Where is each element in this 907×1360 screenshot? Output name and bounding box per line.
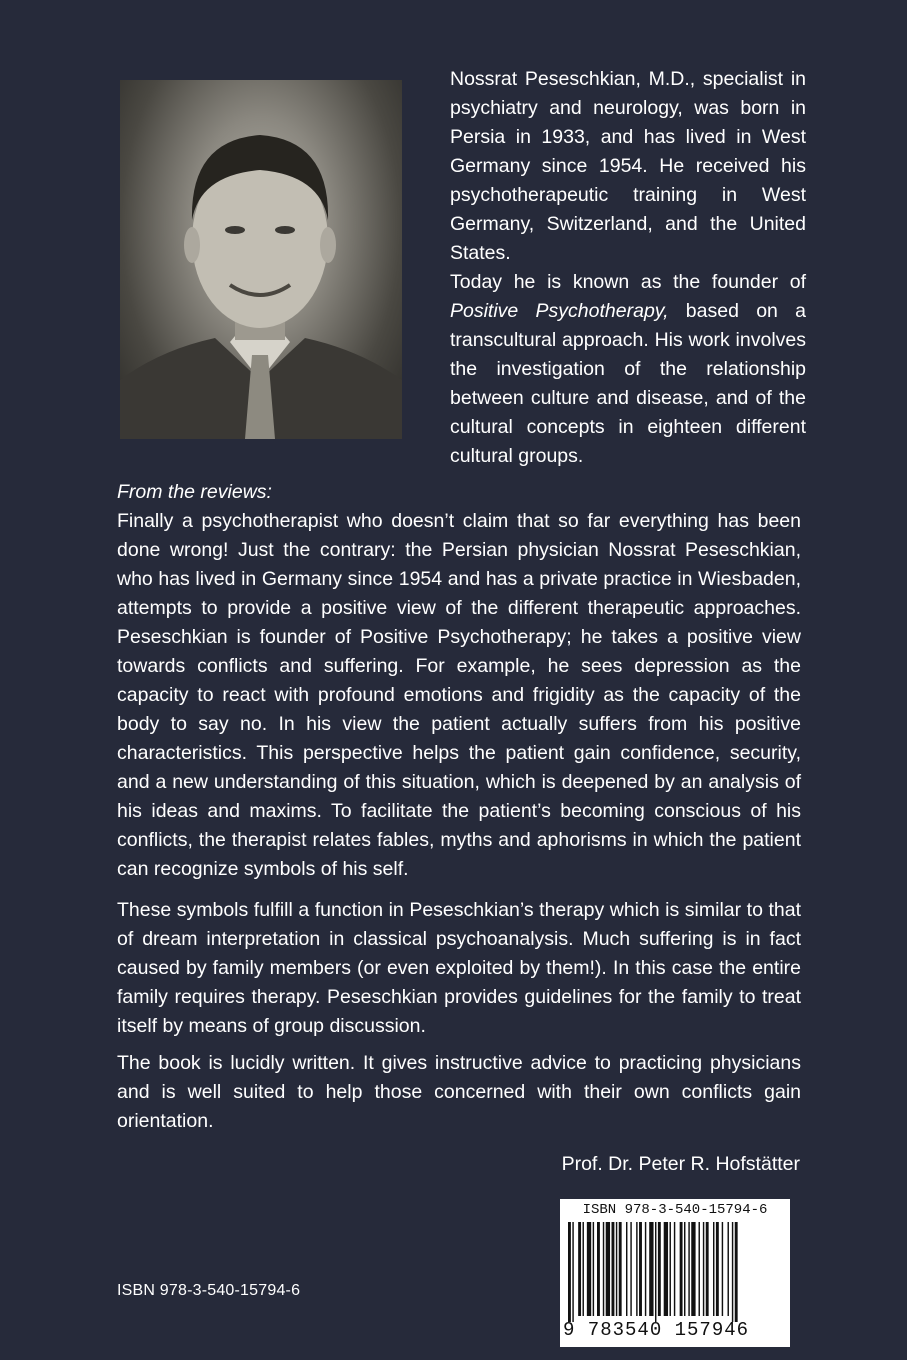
barcode [560,1199,790,1347]
barcode-bar [655,1222,656,1322]
bio-paragraph-1: Nossrat Peseschkian, M.D., specialist in psychiatry and neurology, was born in Persia in 1933, and has lived in West Germany since 1954. He received his psychotherapeutic training in West Germany, Switzerland, and the United States. [450,68,806,264]
review-paragraph-3: The book is lucidly written. It gives instructive advice to practicing physicians and is well suited to help those concerned with their own conflicts gain orientation. [117,1052,801,1132]
barcode-bar [691,1222,695,1316]
barcode-bar [606,1222,610,1316]
review-signature: Prof. Dr. Peter R. Hofstätter [561,1153,800,1175]
barcode-bar [583,1222,584,1316]
barcode-bar [688,1222,689,1316]
barcode-bar [616,1222,617,1316]
bio-text-start: Today he is known as the founder of [450,271,806,293]
review-paragraph-2: These symbols fulfill a function in Peseschkian’s therapy which is similar to that of dream interpretation in classical psychoanalysis. Much suffering is in fact caused by family members (or even exploited by them!). In this case the entire family requires therapy. Peseschkian provides guidelines for the family to treat itself by means of group discussion. [117,899,801,1037]
barcode-bar [630,1222,631,1316]
barcode-bar [578,1222,581,1316]
barcode-isbn-label: ISBN 978-3-540-15794-6 [582,1202,768,1218]
barcode-bar [587,1222,591,1316]
bio-text-italic: Positive Psychotherapy, [450,300,669,322]
barcode-bar [572,1222,573,1322]
barcode-bar [674,1222,675,1316]
reviews-section [117,478,801,1136]
reviews-heading: From the reviews: [117,481,272,503]
author-bio [450,65,806,471]
barcode-bar [645,1222,646,1316]
bio-text-end: based on a transcultural approach. His work involves the investigation of the relationship between culture and disease, and of the cultural concepts in eighteen different cultural groups. [450,300,806,467]
barcode-bar [658,1222,661,1316]
bio-paragraph-2 [450,268,806,471]
barcode-bar [728,1222,729,1316]
barcode-bar [722,1222,723,1316]
barcode-bar [713,1222,714,1316]
barcode-bar [670,1222,671,1316]
barcode-bar [699,1222,700,1316]
barcode-bar [612,1222,615,1316]
barcode-number: 9 783540 157946 [563,1319,750,1341]
barcode-bar [603,1222,604,1316]
barcode-bar [639,1222,642,1316]
author-photo [120,80,402,439]
barcode-bar [649,1222,653,1316]
barcode-bar [636,1222,637,1316]
isbn-text: ISBN 978-3-540-15794-6 [117,1282,301,1299]
barcode-bar [735,1222,738,1322]
review-paragraph-1: Finally a psychotherapist who doesn’t claim that so far everything has been done wrong! Just the contrary: the Persian physician Nossrat Peseschkian, who has lived in Germany since 1954 and has a private practice in Wiesbaden, attempts to provide a positive view of the different therapeutic approaches. Peseschkian is founder of Positive Psychotherapy; he takes a positive view towards conflicts and suffering. For example, he sees depression as the capacity to react with profound emotions and frigidity as the capacity of the body to say no. In his view the patient actually suffers from his positive characteristics. This perspective helps the patient gain confidence, security, and a new understanding of this situation, which is deepened by an analysis of his ideas and maxims. To facilitate the patient’s becoming conscious of his conflicts, the therapist relates fables, myths and aphorisms in which the patient can recognize symbols of his self. [117,510,801,880]
barcode-bar [626,1222,627,1316]
barcode-bar [593,1222,594,1316]
barcode-bar [684,1222,685,1316]
barcode-bar [703,1222,704,1316]
author-portrait-image [120,80,402,439]
barcode-bar [732,1222,733,1322]
barcode-bar [680,1222,683,1316]
barcode-bar [568,1222,571,1322]
barcode-bar [716,1222,719,1316]
barcode-bar [664,1222,668,1316]
barcode-bar [619,1222,622,1316]
barcode-bar [706,1222,709,1316]
barcode-bars [568,1222,782,1322]
barcode-bar [597,1222,600,1316]
